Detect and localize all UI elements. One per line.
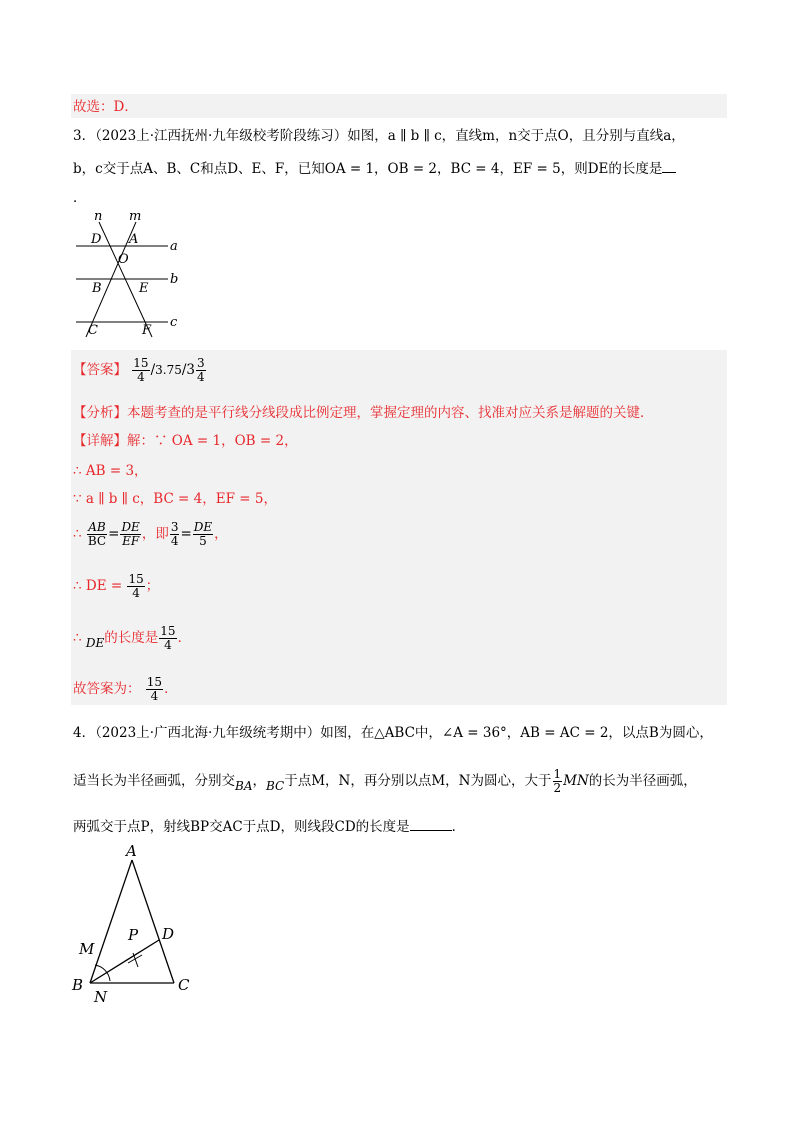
q3-label-C: C [88,323,98,338]
final-pre: 故答案为： [73,681,141,697]
answer-mixed-whole: 3 [186,362,196,378]
q4-stem-line1 [73,723,713,743]
q3-stem-line1 [73,126,685,146]
q3-source: （2023上·江西抚州·九年级校考阶段练习） [95,128,348,144]
q4-label-B: B [72,976,84,994]
q3-detail-6 [73,622,191,654]
detail-4-pre: ∴ [73,526,82,542]
q4-stem-end: ． [451,819,466,835]
q4-bc: BC [265,779,285,793]
q4-figure [70,840,210,1010]
detail-5-pre: ∴ DE = [73,578,123,594]
detail-6-mid: 的长度是 [104,630,159,646]
detail-6-pre: ∴ [73,630,82,646]
q4-stem-3: 两弧交于点P，射线BP交AC于点D，则线段CD的长度是 [73,819,410,835]
detail-tag: 【详解】 [73,433,127,449]
q4-label-A: A [126,842,137,860]
detail-1-text: 解：∵ OA = 1，OB = 2， [127,433,298,449]
q3-label-B: B [92,281,102,296]
prev-choice: 故选：D． [73,99,138,115]
answer-sep1: / [150,362,156,378]
eq2: = [180,526,192,542]
q3-stem-end: ． [73,190,87,206]
answer-sep2: / [181,362,187,378]
q4-sep: ， [252,773,266,789]
answer-decimal: 3.75 [155,363,182,377]
q4-answer-blank[interactable] [410,816,452,831]
answer-mixed-fraction: $\frac{3}{4}$ [197,356,205,384]
q4-label-M: M [79,940,95,958]
frac-de-5: $\frac{DE}{5}$ [193,520,213,548]
answer-fraction: $\frac{15}{4}$ [133,356,149,384]
detail-4-mid: ，即 [141,526,169,542]
q4-label-C: C [178,976,190,994]
q4-label-N: N [94,988,108,1006]
q4-side-AC [132,860,174,983]
q3-final-answer [73,673,178,705]
q3-label-D: D [91,232,102,247]
q3-label-n: n [94,210,103,224]
q3-label-a: a [170,239,178,254]
q4-stem-line3 [73,816,465,837]
analysis-tag: 【分析】 [73,405,127,421]
detail-6-end: ． [177,630,192,646]
q4-side-AB [90,860,132,983]
frac-15-4-c: $\frac{15}{4}$ [146,675,163,703]
q3-label-b: b [170,272,179,287]
q4-stem-1: 如图，在△ABC中，∠A = 36°，AB = AC = 2，以点B为圆心， [320,725,713,741]
q4-label-P: P [128,926,139,944]
detail-4-end: ， [214,526,228,542]
frac-1-2: $\frac{1}{2}$ [553,767,562,795]
q4-label-D: D [162,925,175,943]
detail-5-end: ； [145,578,160,594]
q4-mn: MN [563,773,589,789]
q4-ray-BD [90,940,159,983]
q3-stem-line2 [73,158,676,179]
answer-shade-top [71,94,727,118]
q3-stem-1: 如图，a ∥ b ∥ c，直线m，n交于点O，且分别与直线a， [347,128,685,144]
q4-number: 4． [73,725,96,741]
frac-3-4: $\frac{3}{4}$ [170,520,179,548]
q3-figure [70,210,200,345]
q3-detail-4 [73,518,228,550]
analysis-text: 本题考查的是平行线分线段成比例定理，掌握定理的内容、找准对应关系是解题的关键． [127,405,654,421]
q3-detail-2: ∴ AB = 3， [73,463,148,479]
q3-analysis [73,403,654,423]
q3-detail-3: ∵ a ∥ b ∥ c，BC = 4，EF = 5， [73,491,277,507]
q3-label-E: E [139,281,149,296]
detail-6-de: DE [85,636,105,650]
final-end: ． [164,681,178,697]
q4-stem-2a: 适当长为半径画弧，分别交 [73,773,235,789]
q3-label-O: O [118,252,129,267]
q4-stem-2b: 于点M，N，再分别以点M，N为圆心，大于 [284,773,552,789]
frac-ab-bc: $\frac{AB}{BC}$ [87,520,107,548]
frac-de-ef: $\frac{DE}{EF}$ [121,520,140,548]
eq1: = [108,526,120,542]
q3-label-c: c [170,315,178,330]
q4-source: （2023上·广西北海·九年级统考期中） [95,725,321,741]
q4-ba: BA [235,779,253,793]
q3-number: 3． [73,128,96,144]
q3-label-F: F [142,323,152,338]
q4-stem-2c: 的长为半径画弧， [588,773,697,789]
frac-15-4-a: $\frac{15}{4}$ [128,572,144,600]
q3-detail-5 [73,570,159,602]
q3-stem-2: b，c交于点A、B、C和点D、E、F，已知OA = 1，OB = 2，BC = 4，EF = 5，则DE的长度是 [73,161,663,177]
q4-stem-line2 [73,765,697,797]
q3-label-A: A [129,232,139,247]
q3-answer-line [73,355,207,385]
frac-15-4-b: $\frac{15}{4}$ [160,624,176,652]
q3-answer-blank[interactable] [662,158,676,173]
q3-label-m: m [129,210,142,224]
answer-tag: 【答案】 [73,362,127,378]
q3-detail-1 [73,431,298,451]
